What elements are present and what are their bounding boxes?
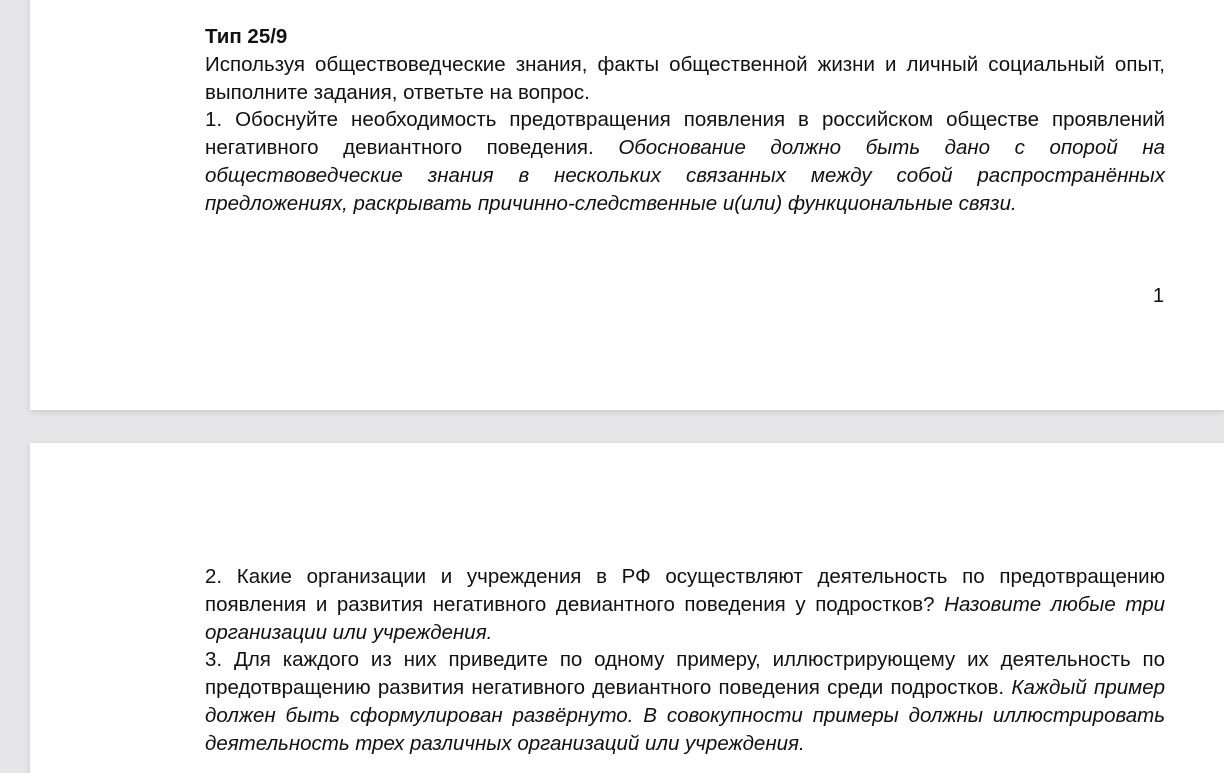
document-page-2: [30, 443, 1224, 773]
task-1: [205, 106, 1165, 217]
task-3-text: 3. Для каждого из них приведите по одному примеру, иллюстрирующему их деятельность по предотвращению развития негативного девиантного поведения среди подростков.: [205, 648, 1165, 700]
task-1-instruction: Обоснование должно быть дано с опорой на обществоведческие знания в нескольких связанных между собой распространённых предложениях, раскрывать причинно-следственные и(или) функциональные связи.: [205, 136, 1166, 215]
task-3-instruction: Каждый пример должен быть сформулирован развёрнуто. В совокупности примеры должны иллюстрировать деятельность трех различных организаций или учреждения.: [205, 676, 1165, 755]
task-1-text: 1. Обоснуйте необходимость предотвращения появления в российском обществе проявлений негативного девиантного поведения.: [205, 108, 1165, 160]
task-2-text: 2. Какие организации и учреждения в РФ осуществляют деятельность по предотвращению появления и развития негативного девиантного поведения у подростков?: [205, 565, 1165, 616]
task-3: [205, 646, 1165, 757]
task-2-instruction: Назовите любые три организации или учреждения.: [205, 592, 1166, 644]
task-type-title: Тип 25/9: [205, 25, 288, 48]
task-2: [205, 563, 1165, 646]
document-page-1: [30, 0, 1224, 410]
page-content: [205, 563, 1165, 758]
page-content: [205, 23, 1165, 218]
page-number: 1: [1152, 285, 1164, 307]
intro-text: Используя обществоведческие знания, факты общественной жизни и личный социальный опыт, выполните задания, ответьте на вопрос.: [205, 52, 1165, 104]
